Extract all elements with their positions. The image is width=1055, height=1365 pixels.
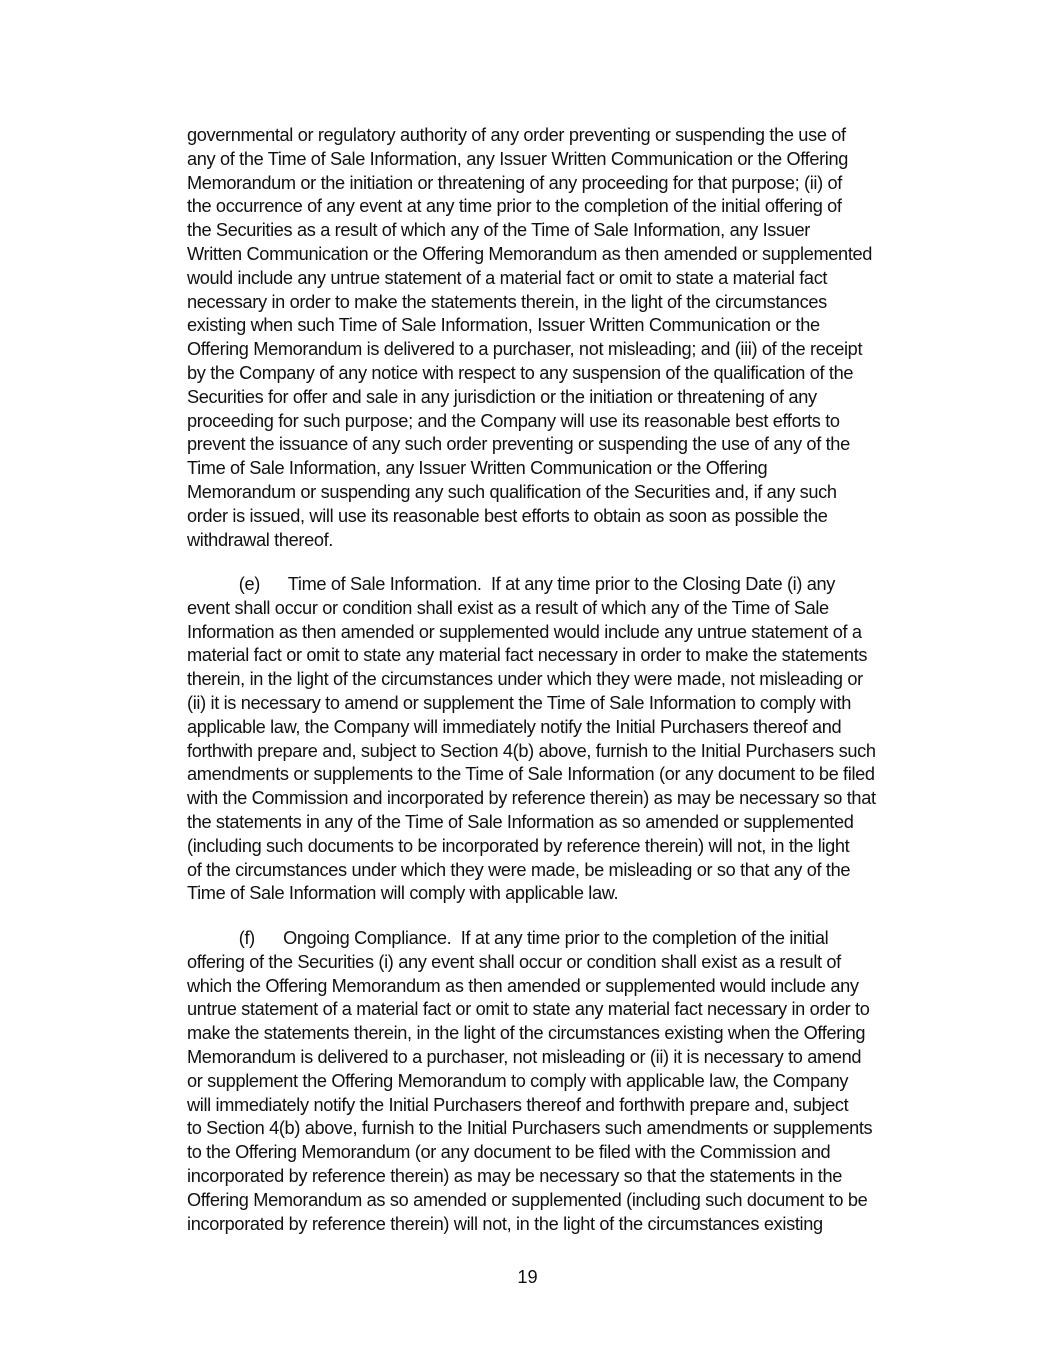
text-line: make the statements therein, in the light of the circumstances existing when the Offering: [187, 1023, 866, 1044]
section-f-ongoing-compliance: [187, 927, 947, 1236]
text-line: (including such documents to be incorporated by reference therein) will not, in the light: [187, 835, 850, 856]
text-line: applicable law, the Company will immediately notify the Initial Purchasers thereof and: [187, 716, 842, 737]
text-line: Time of Sale Information will comply with applicable law.: [187, 883, 619, 904]
paragraph-continued: [187, 124, 947, 552]
text-line: with the Commission and incorporated by reference therein) as may be necessary so that: [187, 788, 876, 809]
text-line: offering of the Securities (i) any event shall occur or condition shall exist as a result of: [187, 951, 841, 972]
text-line: any of the Time of Sale Information, any Issuer Written Communication or the Offering: [187, 148, 849, 169]
text-line: will immediately notify the Initial Purchasers thereof and forthwith prepare and, subject: [187, 1094, 849, 1115]
text-line: Information as then amended or supplemented would include any untrue statement of a: [187, 621, 862, 642]
text-line: incorporated by reference therein) as may be necessary so that the statements in the: [187, 1165, 843, 1186]
text-line: Memorandum is delivered to a purchaser, not misleading or (ii) it is necessary to amend: [187, 1046, 862, 1067]
text-line: Offering Memorandum is delivered to a purchaser, not misleading; and (iii) of the receipt: [187, 339, 863, 360]
text-line: therein, in the light of the circumstances under which they were made, not misleading or: [187, 669, 863, 690]
text-line: incorporated by reference therein) will not, in the light of the circumstances existing: [187, 1213, 823, 1234]
text-line: prevent the issuance of any such order preventing or suspending the use of any of the: [187, 434, 850, 455]
text-line: Written Communication or the Offering Memorandum as then amended or supplemented: [187, 243, 873, 264]
text-line: forthwith prepare and, subject to Section 4(b) above, furnish to the Initial Purchasers such: [187, 740, 876, 761]
text-line: (f) Ongoing Compliance. If at any time prior to the completion of the initial: [187, 928, 829, 948]
text-line: event shall occur or condition shall exist as a result of which any of the Time of Sale: [187, 597, 829, 618]
page-number: 19: [517, 1267, 538, 1287]
text-line: (e) Time of Sale Information. If at any time prior to the Closing Date (i) any: [187, 574, 836, 594]
text-line: untrue statement of a material fact or omit to state any material fact necessary in order to: [187, 999, 870, 1020]
text-line: amendments or supplements to the Time of Sale Information (or any document to be filed: [187, 764, 875, 785]
section-e-time-of-sale-information: [187, 573, 947, 906]
text-line: which the Offering Memorandum as then amended or supplemented would include any: [187, 975, 859, 996]
text-line: would include any untrue statement of a material fact or omit to state a material fact: [187, 267, 828, 288]
text-line: or supplement the Offering Memorandum to comply with applicable law, the Company: [187, 1070, 849, 1091]
text-line: to Section 4(b) above, furnish to the Initial Purchasers such amendments or supplements: [187, 1118, 873, 1139]
text-line: Offering Memorandum as so amended or supplemented (including such document to be: [187, 1189, 868, 1210]
text-line: order is issued, will use its reasonable best efforts to obtain as soon as possible the: [187, 505, 828, 526]
text-line: withdrawal thereof.: [187, 529, 333, 550]
text-line: Time of Sale Information, any Issuer Written Communication or the Offering: [187, 458, 768, 479]
text-line: of the circumstances under which they were made, be misleading or so that any of the: [187, 859, 851, 880]
text-line: Memorandum or suspending any such qualification of the Securities and, if any such: [187, 481, 837, 502]
text-line: Securities for offer and sale in any jurisdiction or the initiation or threatening of any: [187, 386, 817, 407]
text-line: necessary in order to make the statements therein, in the light of the circumstances: [187, 291, 827, 312]
text-line: the occurrence of any event at any time prior to the completion of the initial offering of: [187, 196, 842, 217]
text-line: the Securities as a result of which any of the Time of Sale Information, any Issuer: [187, 220, 810, 241]
text-line: governmental or regulatory authority of any order preventing or suspending the use of: [187, 125, 846, 145]
text-line: (ii) it is necessary to amend or supplement the Time of Sale Information to comply with: [187, 692, 852, 713]
text-line: existing when such Time of Sale Information, Issuer Written Communication or the: [187, 315, 820, 336]
text-line: Memorandum or the initiation or threatening of any proceeding for that purpose; (ii) of: [187, 172, 842, 193]
text-line: the statements in any of the Time of Sale Information as so amended or supplemented: [187, 811, 854, 832]
text-line: by the Company of any notice with respect to any suspension of the qualification of the: [187, 362, 854, 383]
text-line: material fact or omit to state any material fact necessary in order to make the statements: [187, 645, 868, 666]
text-line: proceeding for such purpose; and the Company will use its reasonable best efforts to: [187, 410, 840, 431]
text-line: to the Offering Memorandum (or any document to be filed with the Commission and: [187, 1142, 831, 1163]
